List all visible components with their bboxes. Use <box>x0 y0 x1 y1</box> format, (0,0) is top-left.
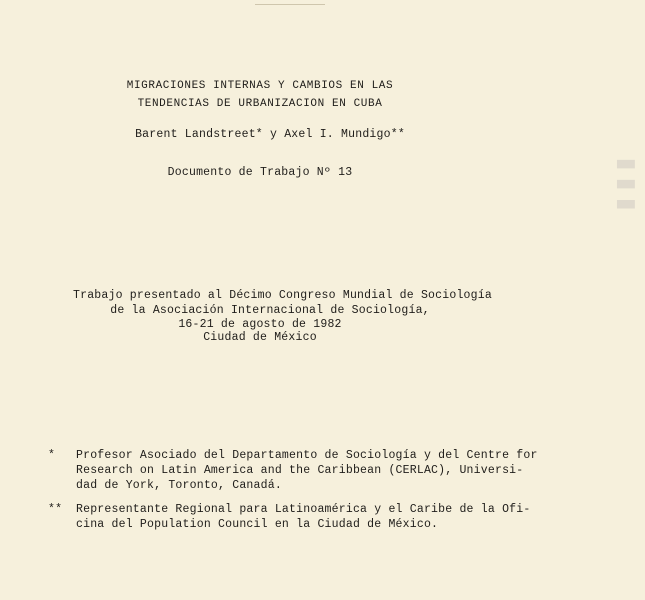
presented-line-2: de la Asociación Internacional de Sociología, <box>110 304 430 317</box>
footnote-2-line-2: cina del Population Council en la Ciudad de México. <box>76 518 439 531</box>
presented-line-1: Trabajo presentado al Décimo Congreso Mundial de Sociología <box>73 289 492 302</box>
authors: Barent Landstreet* y Axel I. Mundigo** <box>135 128 405 141</box>
footnote-1-line-2: Research on Latin America and the Caribbean (CERLAC), Universi- <box>76 464 524 477</box>
presented-line-3: 16-21 de agosto de 1982 <box>178 318 342 331</box>
top-edge-mark <box>255 0 325 5</box>
presented-line-4: Ciudad de México <box>203 331 317 344</box>
faded-stamp: ▮▮▮ <box>608 155 642 216</box>
footnote-1-marker: * <box>48 449 56 462</box>
footnote-2-line-1: Representante Regional para Latinoamérica y el Caribe de la Ofi- <box>76 503 531 516</box>
footnote-2-marker: ** <box>48 503 63 516</box>
working-paper-number: Documento de Trabajo Nº 13 <box>167 166 353 179</box>
footnote-1-line-1: Profesor Asociado del Departamento de Sociología y del Centre for <box>76 449 538 462</box>
title-line-1: MIGRACIONES INTERNAS Y CAMBIOS EN LAS <box>126 80 394 92</box>
footnote-1-line-3: dad de York, Toronto, Canadá. <box>76 479 282 492</box>
title-line-2: TENDENCIAS DE URBANIZACION EN CUBA <box>137 98 383 110</box>
